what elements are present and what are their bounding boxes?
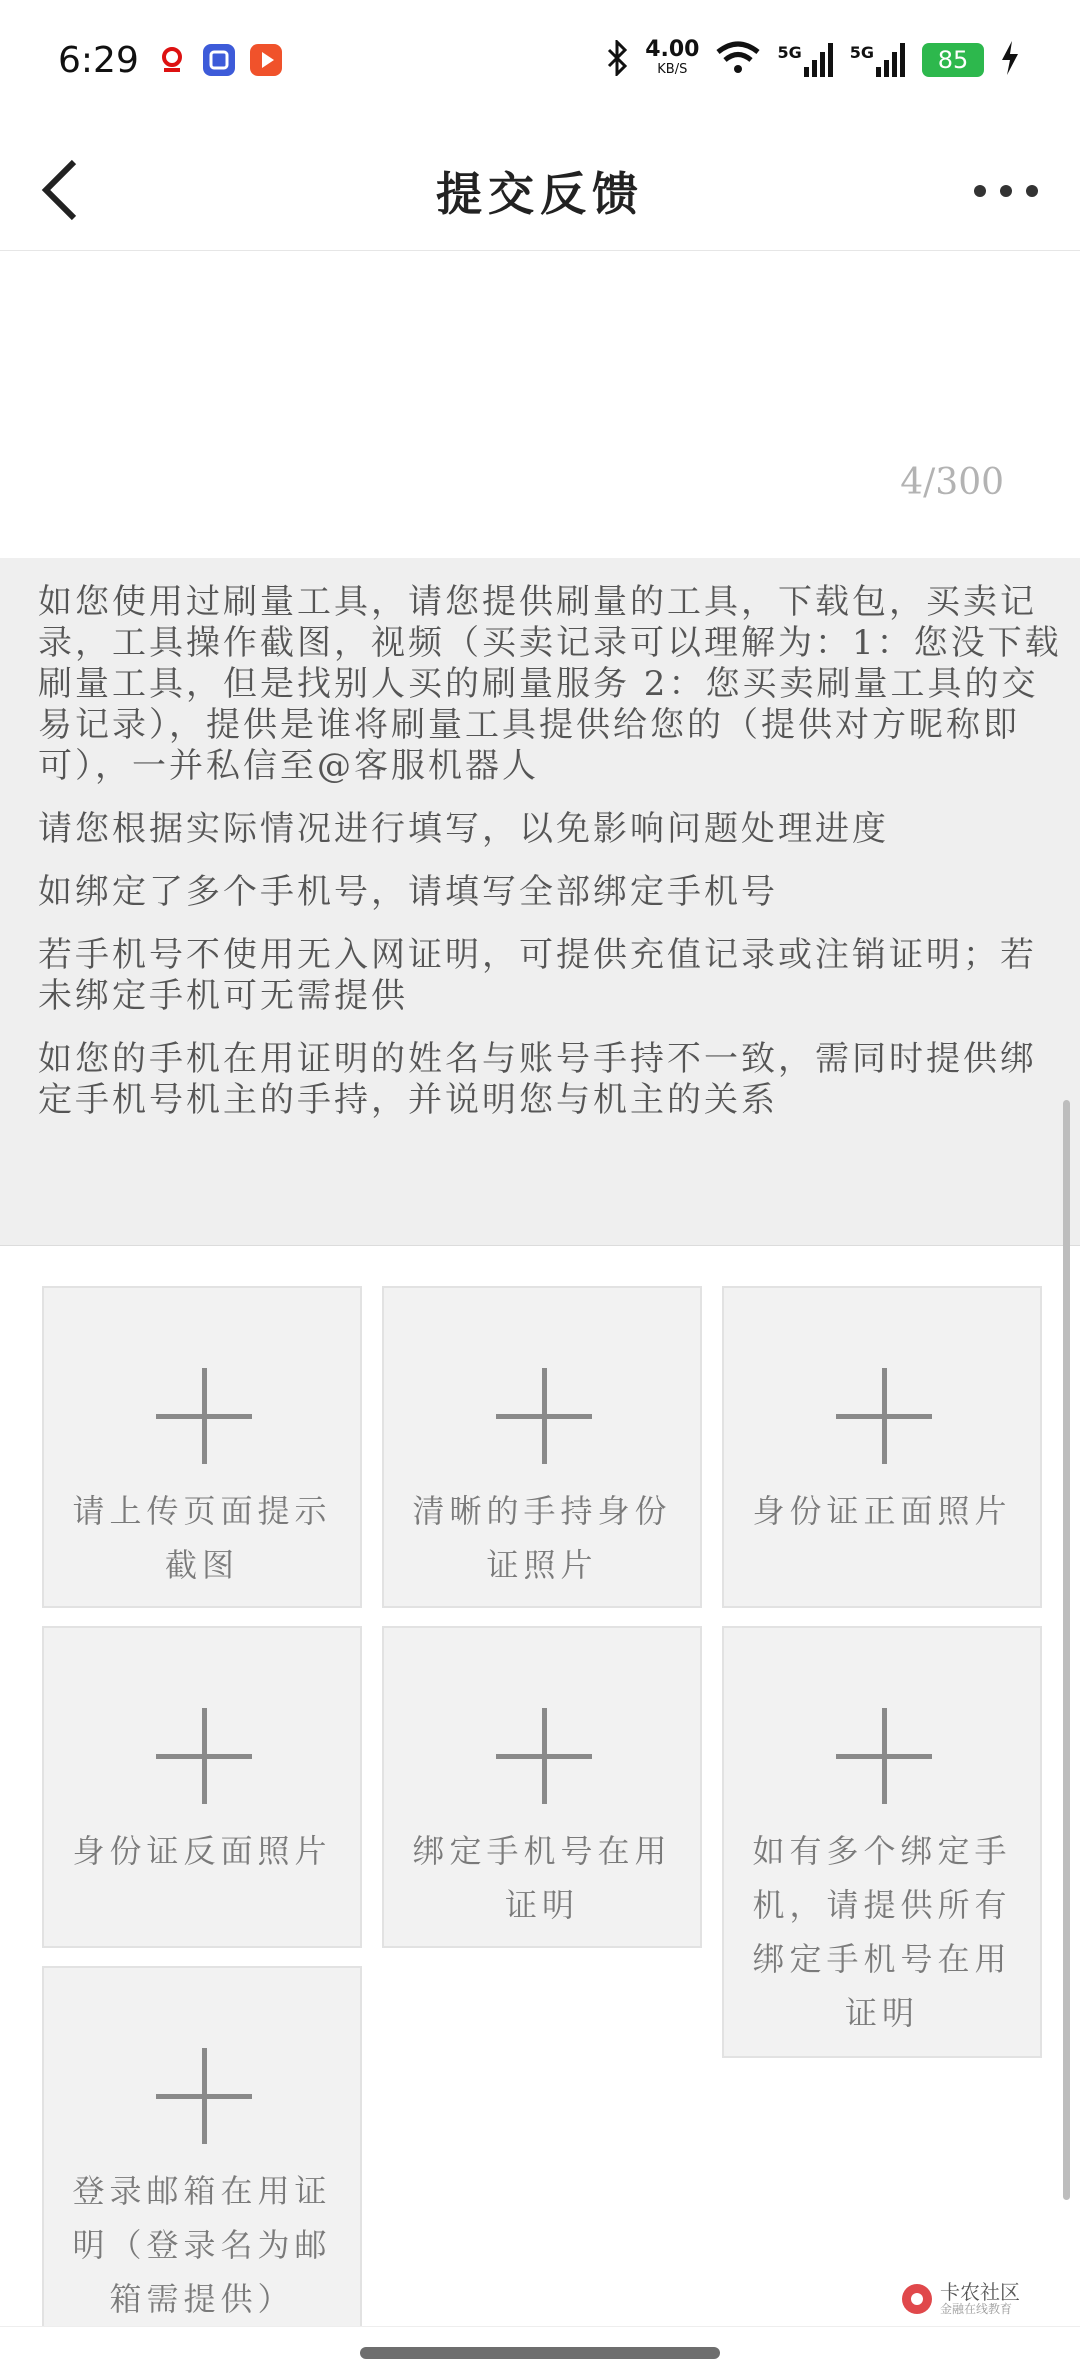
tip-text: 请您根据实际情况进行填写，以免影响问题处理进度 [38, 809, 889, 849]
upload-tile-label: 如有多个绑定手机，请提供所有绑定手机号在用证明 [752, 1832, 1012, 2032]
tieba-icon [203, 44, 235, 76]
signal-label: 5G [849, 43, 874, 62]
upload-tile-label: 登录邮箱在用证明（登录名为邮箱需提供） [72, 2172, 332, 2318]
watermark-name: 卡农社区 [940, 2280, 1020, 2304]
upload-tile[interactable] [722, 1286, 1042, 1608]
plus-icon [496, 1708, 592, 1804]
char-count: 4/300 [900, 462, 1004, 503]
upload-grid [0, 1246, 1080, 2326]
plus-icon [156, 1368, 252, 1464]
upload-tile[interactable] [382, 1626, 702, 1948]
home-indicator[interactable] [360, 2347, 720, 2359]
tip-text: 若手机号不使用无入网证明，可提供充值记录或注销证明；若未绑定手机可无需提供 [38, 935, 1037, 1016]
upload-tile-label: 身份证反面照片 [72, 1832, 332, 1870]
china-unicom-icon [156, 44, 188, 76]
upload-tile-label: 绑定手机号在用证明 [412, 1832, 672, 1924]
bluetooth-icon [605, 40, 629, 80]
plus-icon [496, 1368, 592, 1464]
watermark-text [940, 2282, 1020, 2316]
signal-icon [777, 43, 833, 77]
kanong-logo-icon [900, 2282, 934, 2316]
status-bar [0, 0, 1080, 130]
signal-icon [850, 43, 906, 77]
battery-indicator: 85 [922, 43, 984, 77]
upload-tile[interactable] [382, 1286, 702, 1608]
signal-label: 5G [777, 43, 802, 62]
tip-text: 如您的手机在用证明的姓名与账号手持不一致，需同时提供绑定手机号机主的手持，并说明您与机主的关系 [38, 1039, 1037, 1120]
tips-panel [0, 558, 1080, 1246]
net-speed-value: 4.00 [645, 37, 700, 62]
plus-icon [156, 1708, 252, 1804]
upload-tile-label: 请上传页面提示截图 [72, 1492, 332, 1584]
charging-icon [1000, 41, 1020, 79]
net-speed [645, 37, 700, 80]
net-speed-unit: KB/S [657, 62, 688, 77]
upload-tile[interactable] [42, 1286, 362, 1608]
watermark [900, 2282, 1020, 2316]
upload-tile-label: 清晰的手持身份证照片 [412, 1492, 672, 1584]
status-time: 6:29 [58, 40, 139, 81]
more-dots-icon[interactable] [968, 166, 1044, 216]
nav-bar [0, 130, 1080, 251]
upload-tile[interactable] [42, 1966, 362, 2366]
upload-tile-label: 身份证正面照片 [752, 1492, 1012, 1530]
scrollbar[interactable] [1063, 1100, 1070, 2200]
video-app-icon [250, 44, 282, 76]
tip-text: 如您使用过刷量工具，请您提供刷量的工具，下载包，买卖记录，工具操作截图，视频（买卖记录可以理解为：1：您没下载刷量工具，但是找别人买的刷量服务 2：您买卖刷量工具的交易记录），提供是谁将刷量工具提供给您的（提供对方昵称即可），一并私信至@客服机器人 [38, 582, 1062, 786]
upload-tile[interactable] [42, 1626, 362, 1948]
wifi-icon [715, 40, 761, 80]
feedback-textarea[interactable] [0, 252, 1080, 558]
plus-icon [156, 2048, 252, 2144]
gesture-bar [0, 2326, 1080, 2377]
upload-tile[interactable] [722, 1626, 1042, 2058]
watermark-sub: 金融在线教育 [940, 2302, 1013, 2316]
status-right-group [605, 38, 1020, 82]
plus-icon [836, 1708, 932, 1804]
tip-text: 如绑定了多个手机号，请填写全部绑定手机号 [38, 872, 778, 912]
page-title: 提交反馈 [436, 167, 644, 221]
plus-icon [836, 1368, 932, 1464]
